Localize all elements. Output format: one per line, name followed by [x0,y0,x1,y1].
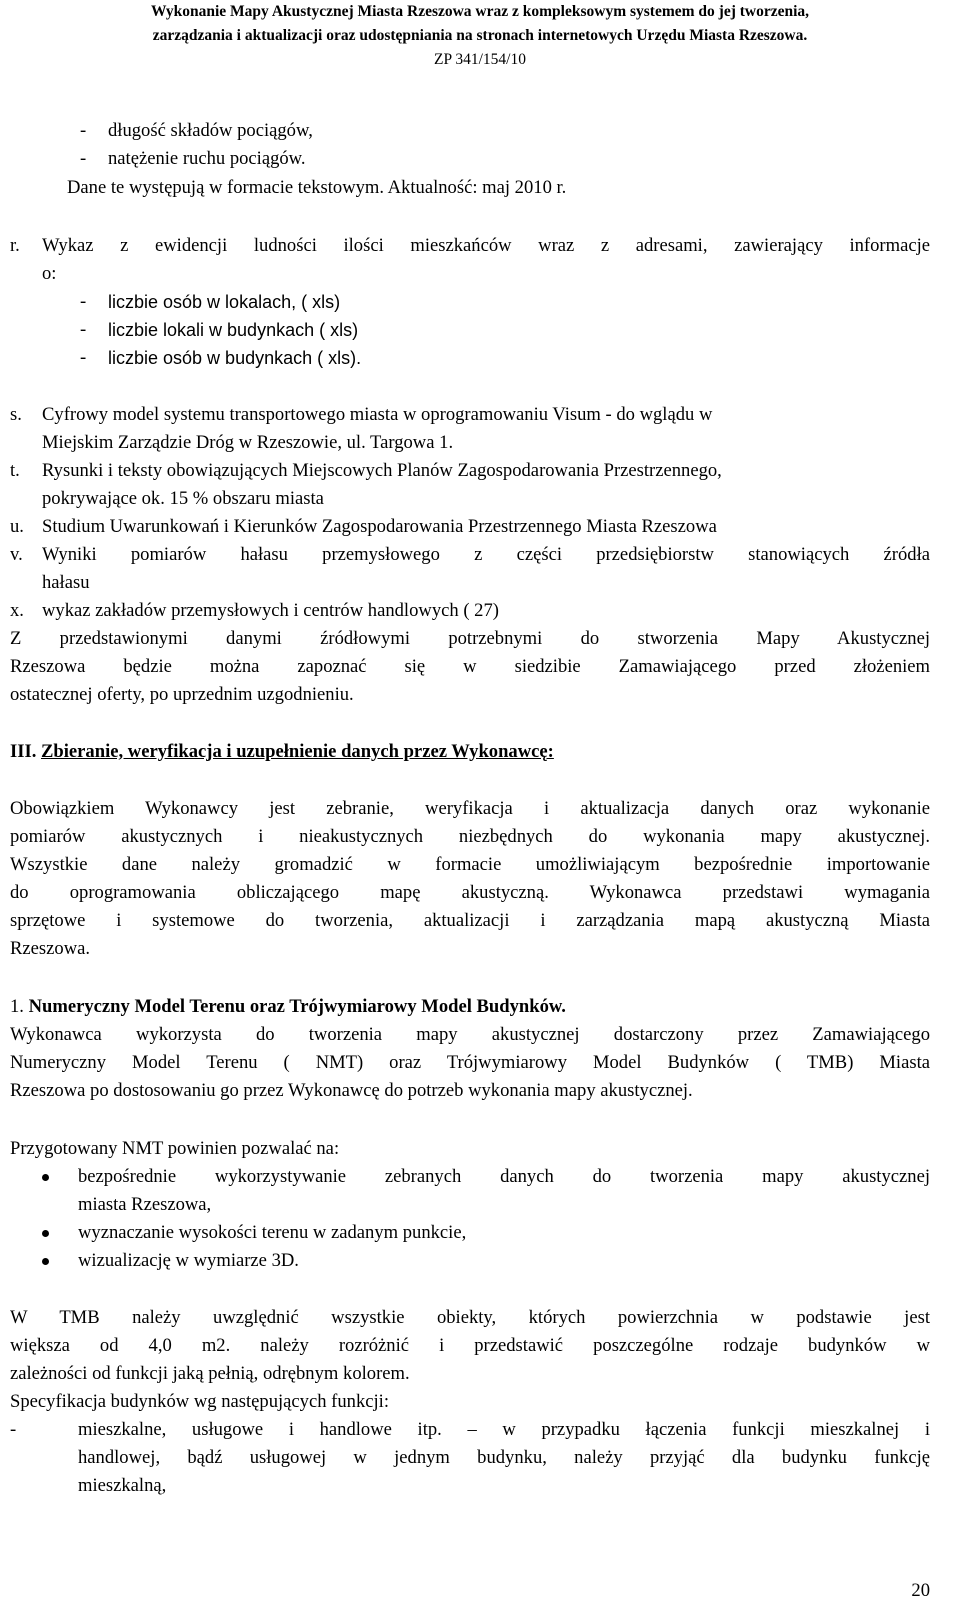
list-item: długość składów pociągów, [108,120,313,141]
item-u-text: Studium Uwarunkowań i Kierunków Zagospodarowania Przestrzennego Miasta Rzeszowa [42,516,717,537]
paragraph-line: Obowiązkiem Wykonawcy jest zebranie, weryfikacja i aktualizacja danych oraz wykonanie [10,798,930,819]
page-number: 20 [911,1580,930,1601]
bullet-item: wizualizację w wymiarze 3D. [78,1250,299,1271]
bullet-item: bezpośrednie wykorzystywanie zebranych danych do tworzenia mapy akustycznej [78,1166,930,1187]
paragraph-line: Numeryczny Model Terenu ( NMT) oraz Trójwymiarowy Model Budynków ( TMB) Miasta [10,1052,930,1073]
paragraph-line: W TMB należy uwzględnić wszystkie obiekty, których powierzchnia w podstawie jest [10,1307,930,1328]
list-dash: - [80,148,87,169]
data-format-note: Dane te występują w formacie tekstowym. Aktualność: maj 2010 r. [67,177,567,198]
header-title-line-2: zarządzania i aktualizacji oraz udostępniania na stronach internetowych Urzędu Miasta Rzeszowa. [152,27,808,44]
item-letter: r. [10,235,20,256]
list-dash: - [80,347,87,368]
paragraph-line: Wykonawca wykorzysta do tworzenia mapy akustycznej dostarczony przez Zamawiającego [10,1024,930,1045]
list-item: liczbie osób w budynkach ( xls). [108,348,362,368]
paragraph-line: Rzeszowa będzie można zapoznać się w siedzibie Zamawiającego przed złożeniem [10,656,930,677]
paragraph-line: Z przedstawionymi danymi źródłowymi potrzebnymi do stworzenia Mapy Akustycznej [10,628,930,649]
item-letter: s. [10,404,22,425]
list-item: natężenie ruchu pociągów. [108,148,306,169]
header-reference-number: ZP 341/154/10 [433,51,526,68]
subsection-title: Numeryczny Model Terenu oraz Trójwymiarowy Model Budynków. [28,996,566,1017]
paragraph-line: Rzeszowa po dostosowaniu go przez Wykonawcę do potrzeb wykonania mapy akustycznej. [10,1080,693,1101]
bullet-icon [42,1230,49,1237]
item-v-text: Wyniki pomiarów hałasu przemysłowego z części przedsiębiorstw stanowiących źródła [42,544,930,565]
list-dash: - [80,319,87,340]
list-item: liczbie lokali w budynkach ( xls) [108,320,359,340]
item-letter: x. [10,600,24,621]
spec-item-cont: handlowej, bądź usługowej w jednym budynku, należy przyjąć dla budynku funkcję [78,1447,930,1468]
item-s-text: Cyfrowy model systemu transportowego miasta w oprogramowaniu Visum - do wglądu w [42,404,713,425]
subsection-heading [10,995,566,1019]
list-dash: - [80,120,87,141]
item-x-text: wykaz zakładów przemysłowych i centrów handlowych ( 27) [42,600,499,621]
item-letter: u. [10,516,24,537]
item-letter: v. [10,544,23,565]
item-v-text-cont: hałasu [42,572,90,593]
list-dash: - [80,291,87,312]
header-title-line-1: Wykonanie Mapy Akustycznej Miasta Rzeszowa wraz z kompleksowym systemem do jej tworzenia, [150,3,810,20]
item-r-text-cont: o: [42,263,57,284]
paragraph-line: Rzeszowa. [10,938,91,959]
list-dash: - [10,1419,17,1440]
spec-intro: Specyfikacja budynków wg następujących funkcji: [10,1391,389,1412]
paragraph-line: ostatecznej oferty, po uprzednim uzgodnieniu. [10,684,354,705]
bullet-item: wyznaczanie wysokości terenu w zadanym punkcie, [78,1222,467,1243]
paragraph-line: sprzętowe i systemowe do tworzenia, aktualizacji i zarządzania mapą akustyczną Miasta [10,910,930,931]
item-s-text-cont: Miejskim Zarządzie Dróg w Rzeszowie, ul. Targowa 1. [42,432,454,453]
subsection-number: 1. [10,996,24,1017]
section-numeral: III. [10,741,37,762]
paragraph-line: większa od 4,0 m2. należy rozróżnić i przedstawić poszczególne rodzaje budynków w [10,1335,930,1356]
spec-item: mieszkalne, usługowe i handlowe itp. – w przypadku łączenia funkcji mieszkalnej i [78,1419,930,1440]
paragraph-line: zależności od funkcji jaką pełnią, odrębnym kolorem. [10,1363,410,1384]
section-heading [10,740,554,764]
item-t-text-cont: pokrywające ok. 15 % obszaru miasta [42,488,324,509]
item-r-text: Wykaz z ewidencji ludności ilości mieszkańców wraz z adresami, zawierający informacje [42,235,930,256]
nmt-intro: Przygotowany NMT powinien pozwalać na: [10,1138,340,1159]
item-t-text: Rysunki i teksty obowiązujących Miejscowych Planów Zagospodarowania Przestrzennego, [42,460,722,481]
paragraph-line: do oprogramowania obliczającego mapę akustyczną. Wykonawca przedstawi wymagania [10,882,930,903]
bullet-icon [42,1174,49,1181]
bullet-item-cont: miasta Rzeszowa, [78,1194,212,1215]
paragraph-line: pomiarów akustycznych i nieakustycznych niezbędnych do wykonania mapy akustycznej. [10,826,930,847]
section-title: Zbieranie, weryfikacja i uzupełnienie danych przez Wykonawcę: [41,741,554,762]
bullet-icon [42,1258,49,1265]
list-item: liczbie osób w lokalach, ( xls) [108,292,341,312]
item-letter: t. [10,460,20,481]
spec-item-cont: mieszkalną, [78,1475,167,1496]
paragraph-line: Wszystkie dane należy gromadzić w formacie umożliwiającym bezpośrednie importowanie [10,854,930,875]
